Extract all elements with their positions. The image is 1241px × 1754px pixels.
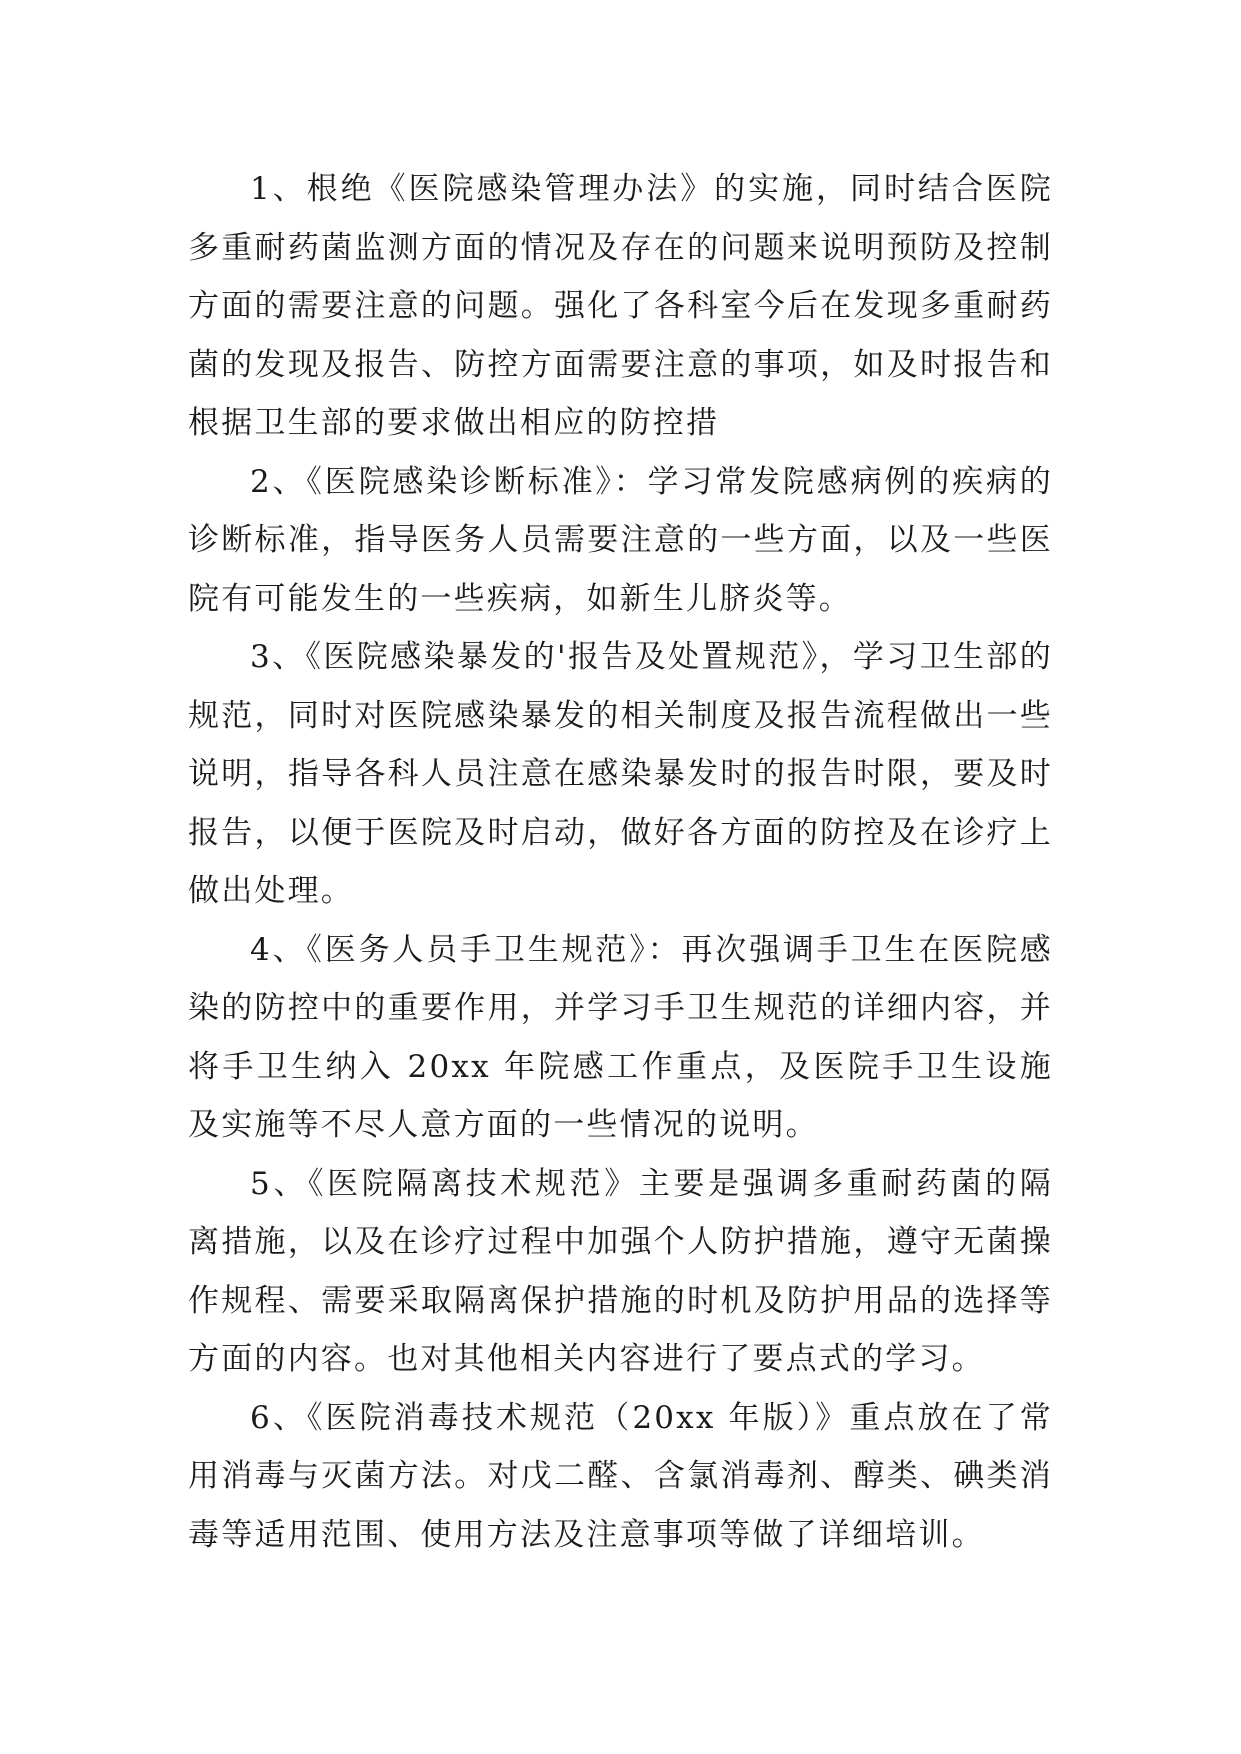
paragraph-3: 3、《医院感染暴发的'报告及处置规范》，学习卫生部的规范，同时对医院感染暴发的相关制度及报告流程做出一些说明，指导各科人员注意在感染暴发时的报告时限，要及时报告，以便于医院及时启动，做好各方面的防控及在诊疗上做出处理。 bbox=[188, 639, 1053, 909]
paragraph-1: 1、根绝《医院感染管理办法》的实施，同时结合医院多重耐药菌监测方面的情况及存在的问题来说明预防及控制方面的需要注意的问题。强化了各科室今后在发现多重耐药菌的发现及报告、防控方面需要注意的事项，如及时报告和根据卫生部的要求做出相应的防控措 bbox=[188, 171, 1053, 441]
paragraph-5: 5、《医院隔离技术规范》主要是强调多重耐药菌的隔离措施，以及在诊疗过程中加强个人防护措施，遵守无菌操作规程、需要采取隔离保护措施的时机及防护用品的选择等方面的内容。也对其他相关内容进行了要点式的学习。 bbox=[188, 1165, 1053, 1377]
paragraph-6: 6、《医院消毒技术规范（20xx 年版）》重点放在了常用消毒与灭菌方法。对戊二醛、含氯消毒剂、醇类、碘类消毒等适用范围、使用方法及注意事项等做了详细培训。 bbox=[188, 1399, 1053, 1553]
document-body bbox=[188, 160, 1053, 1564]
paragraph-4: 4、《医务人员手卫生规范》：再次强调手卫生在医院感染的防控中的重要作用，并学习手卫生规范的详细内容，并将手卫生纳入 20xx 年院感工作重点，及医院手卫生设施及实施等不尽人意方面的一些情况的说明。 bbox=[188, 931, 1053, 1143]
paragraph-2: 2、《医院感染诊断标准》：学习常发院感病例的疾病的诊断标准，指导医务人员需要注意的一些方面，以及一些医院有可能发生的一些疾病，如新生儿脐炎等。 bbox=[188, 463, 1053, 617]
